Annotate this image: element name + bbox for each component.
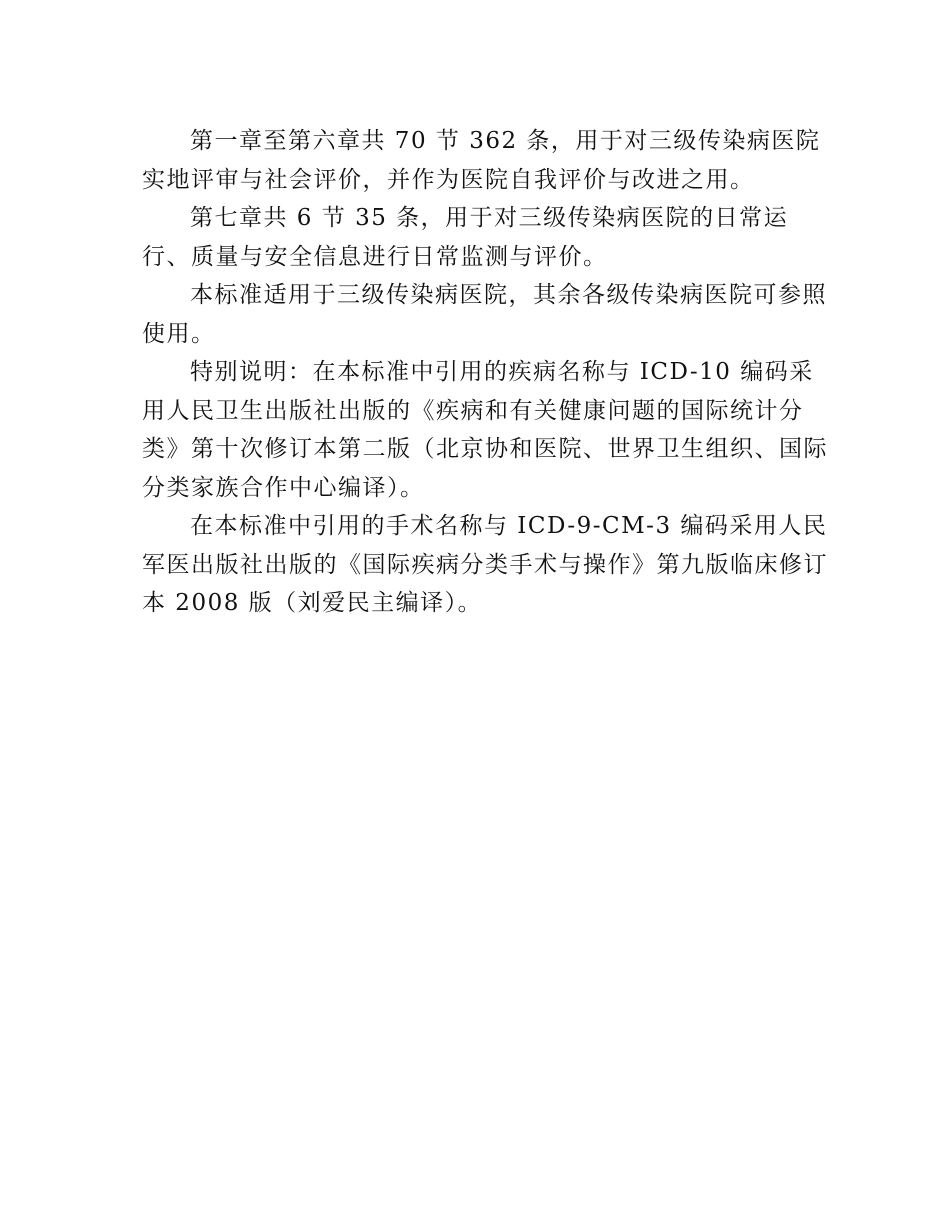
paragraph-scope-chapters-1-6: 第一章至第六章共 70 节 362 条，用于对三级传染病医院实地评审与社会评价，并作为医院自我评价与改进之用。 <box>142 128 821 193</box>
paragraph-icd9-cm3: 在本标准中引用的手术名称与 ICD-9-CM-3 编码采用人民军医出版社出版的《国际疾病分类手术与操作》第九版临床修订本 2008 版（刘爱民主编译）。 <box>142 513 828 616</box>
document-body <box>142 122 832 623</box>
paragraph-applicability: 本标准适用于三级传染病医院，其余各级传染病医院可参照使用。 <box>142 282 827 347</box>
paragraph-special-note-icd10: 特别说明：在本标准中引用的疾病名称与 ICD-10 编码采用人民卫生出版社出版的《疾病和有关健康问题的国际统计分类》第十次修订本第二版（北京协和医院、世界卫生组织、国际分类家族合作中心编译）。 <box>142 359 828 501</box>
paragraph-scope-chapter-7: 第七章共 6 节 35 条，用于对三级传染病医院的日常运行、质量与安全信息进行日常监测与评价。 <box>142 205 789 270</box>
